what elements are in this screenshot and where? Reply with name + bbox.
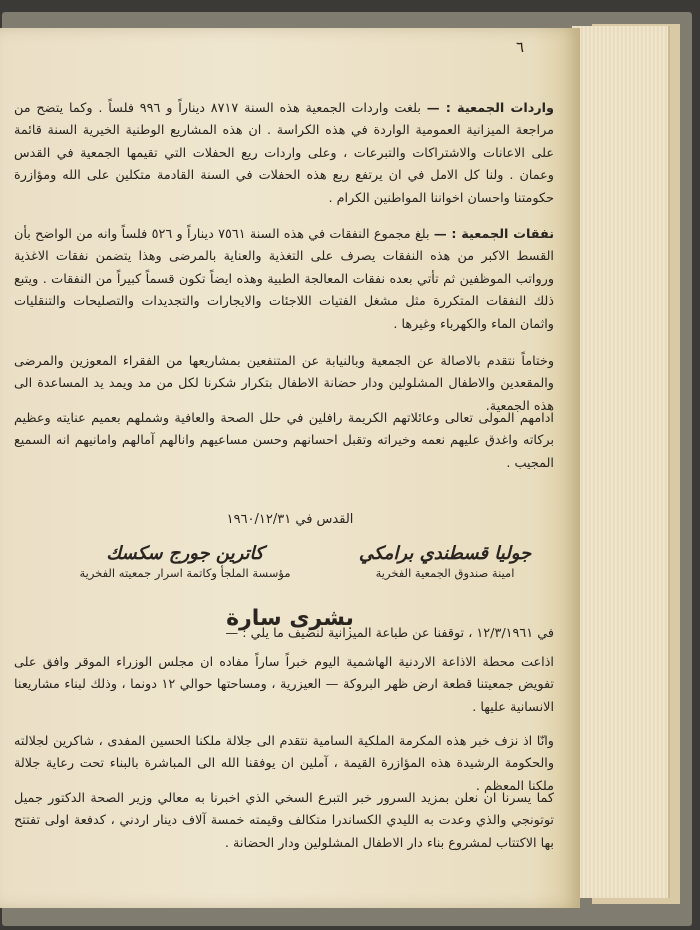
signature-treasurer <box>320 543 570 580</box>
news-donation-paragraph: كما يسرنا ان نعلن بمزيد السرور خبر التبرع السخي الذي اخبرنا به معالي وزير الصحة الدكتور جميل توتونجي والذي وعدت به الليدي الكساندرا متكالف وقيمته خمسة آلاف دينار اردني ، كدفعة اولى تفتتح بها الاكتتاب لمشروع بناء دار الاطفال المشلولين ودار الحضانة . <box>14 791 554 851</box>
news-land-paragraph: اذاعت محطة الاذاعة الاردنية الهاشمية اليوم خبراً ساراً مفاده ان مجلس الوزراء الموقر وافق على تفويض جمعيتنا قطعة ارض ظهر البروكة — العيزرية ، ومساحتها حوالي ١٢ دونما ، وذلك لبناء مشاريعنا الانسانية عليها . <box>14 655 554 715</box>
news-intro-paragraph: في ١٢/٣/١٩٦١ ، توقفنا عن طباعة الميزانية لنضيف ما يلي : — <box>225 626 554 641</box>
signature-name: جوليا قسطندي برامكي <box>358 543 532 564</box>
book-page <box>0 28 580 908</box>
book-page-edges <box>572 26 670 898</box>
signature-name: كاترين جورج سكسك <box>106 543 264 564</box>
signature-founder <box>60 543 310 580</box>
signature-role: مؤسسة الملجأ وكاتمة اسرار جمعيته الفخرية <box>79 566 291 580</box>
revenue-paragraph <box>14 98 554 210</box>
revenue-text: بلغت واردات الجمعية هذه السنة ٨٧١٧ ديناراً و ٩٩٦ فلساً . وكما يتضح من مراجعة الميزانية العمومية الواردة في هذه الكراسة . ان هذه المشاريع الوطنية الخيرية السنة قائمة على الاعانات والاشتراكات والتبرعات ، وعلى واردات ريع الحفلات التي تقيمها الجمعية في القدس وعمان . ولنا كل الامل في ان يرتفع ريع هذه الحفلات في السنة القادمة متكلين على الله ومؤازرة حكومتنا واحسان اخواننا المواطنين الكرام . <box>14 101 554 206</box>
closing-thanks-paragraph: وختاماً نتقدم بالاصالة عن الجمعية وبالنيابة عن المتنفعين بمشاريعها من الفقراء المعوزين والمرضى والمقعدين والاطفال المشلولين ودار حضانة الاطفال بتكرار شكرنا لكل من مد ويمد يد المساعدة الى هذه الجمعية. <box>14 354 554 414</box>
expenses-text: بلغ مجموع النفقات في هذه السنة ٧٥٦١ ديناراً و ٥٢٦ فلساً وانه من الواضح بأن القسط الاكبر من هذه النفقات يصرف على التغذية والعناية بالمرضى وهذا يتضمن نفقات الاغذية ورواتب الموظفين ثم تأتي بعده نفقات المعالجة الطبية وهذه ايضاً تكون قسماً كبيراً من النفقات . ويتبع ذلك النفقات المتكررة مثل مشغل الفتيات اللاجئات والايجارات والتجديدات والتصليحات والتنقليات واثمان الماء والكهرباء وغيرها . <box>14 227 554 332</box>
expenses-heading: نفقات الجمعية : — <box>433 227 555 242</box>
date-line: القدس في ١٩٦٠/١٢/٣١ <box>226 512 354 527</box>
signature-role: امينة صندوق الجمعية الفخرية <box>375 566 515 580</box>
good-news-heading: بشرى سارة <box>226 606 354 631</box>
page-number: ٦ <box>516 38 525 56</box>
prayer-paragraph: ادامهم المولى تعالى وعائلاتهم الكريمة رافلين في حلل الصحة والعافية وشملهم بعميم عنايته وعظيم بركاته واغدق عليهم نعمه وخيراته وتقبل احسانهم وحسن مساعيهم وانالهم آمالهم واماني‍هم انه السميع المجيب . <box>14 411 554 471</box>
expenses-paragraph <box>14 224 554 336</box>
revenue-heading: واردات الجمعية : — <box>426 101 554 116</box>
news-thanks-paragraph: وانّا اذ نزف خبر هذه المكرمة الملكية السامية نتقدم الى جلالة ملكنا الحسين المفدى ، شاكرين لجلالته والحكومة الرشيدة هذه المؤازرة القيمة ، آملين ان يوفقنا الله الى المباشرة بالبناء تحت رعاية جلالة ملكنا المعظم . <box>14 734 554 794</box>
